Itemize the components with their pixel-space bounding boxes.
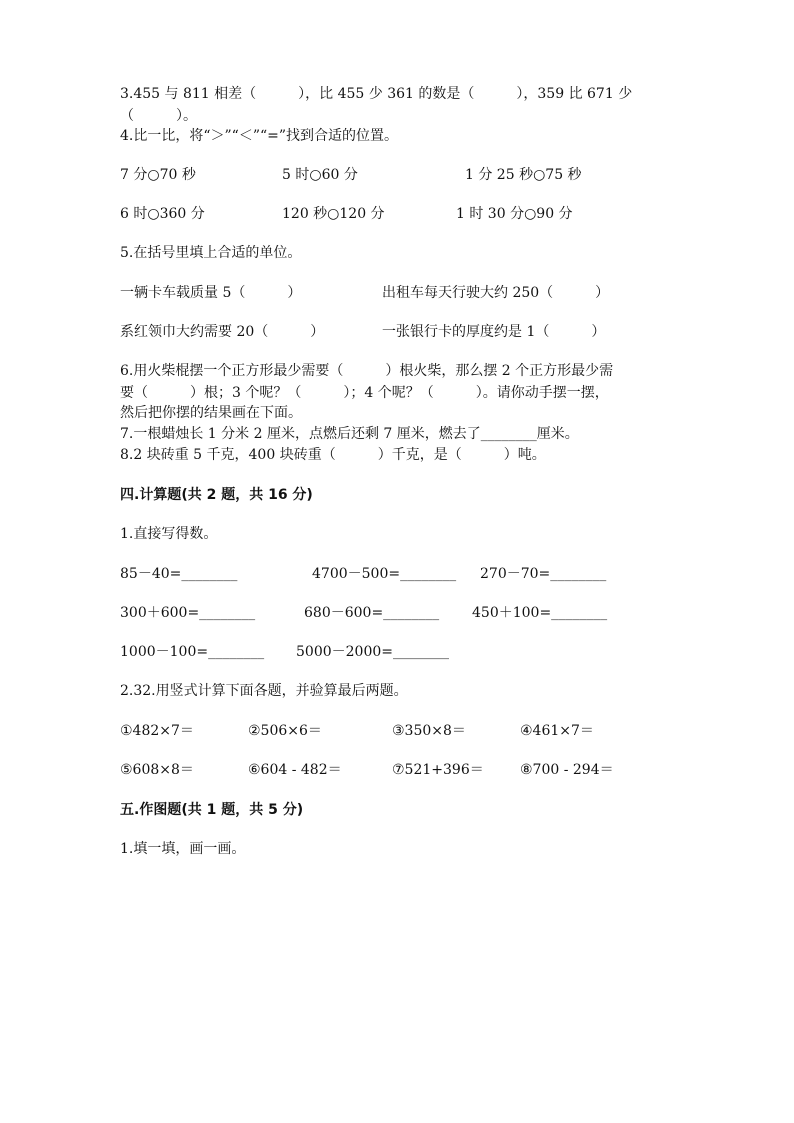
q4-title: 4.比一比，将“＞”“＜”“=”找到合适的位置。 [120, 128, 399, 144]
q5-item-3: 系红领巾大约需要 20（ ） [120, 324, 325, 340]
q3-line-1: 3.455 与 811 相差（ ），比 455 少 361 的数是（ ），359 比 671 少 [120, 86, 633, 102]
q5-item-1: 一辆卡车载质量 5（ ） [120, 285, 302, 301]
q4-compare-3: 1 分 25 秒○75 秒 [465, 167, 582, 183]
q4-compare-2: 5 时○60 分 [282, 167, 358, 183]
q5-item-4: 一张银行卡的厚度约是 1（ ） [382, 324, 606, 340]
calc-4: 300＋600=________ [120, 605, 256, 621]
q4-compare-1: 7 分○70 秒 [120, 167, 196, 183]
calc-1: 85－40=________ [120, 566, 238, 582]
s4-q2-title: 2.32.用竖式计算下面各题，并验算最后两题。 [120, 683, 408, 699]
s4-q1-title: 1.直接写得数。 [120, 526, 218, 542]
q4-compare-6: 1 时 30 分○90 分 [456, 206, 573, 222]
vertical-calc-2: ②506×6＝ [248, 723, 322, 739]
q5-title: 5.在括号里填上合适的单位。 [120, 245, 302, 261]
calc-6: 450＋100=________ [472, 605, 608, 621]
vertical-calc-5: ⑤608×8＝ [120, 762, 194, 778]
calc-7: 1000－100=________ [120, 644, 265, 660]
vertical-calc-7: ⑦521+396＝ [392, 762, 484, 778]
vertical-calc-3: ③350×8＝ [392, 723, 466, 739]
q5-item-2: 出租车每天行驶大约 250（ ） [382, 285, 610, 301]
q6-line-1: 6.用火柴棍摆一个正方形最少需要（ ）根火柴，那么摆 2 个正方形最少需 [120, 363, 614, 379]
calc-3: 270－70=________ [480, 566, 607, 582]
q4-compare-4: 6 时○360 分 [120, 206, 205, 222]
vertical-calc-8: ⑧700 - 294＝ [520, 762, 614, 778]
section-5-heading: 五.作图题(共 1 题，共 5 分) [120, 802, 304, 818]
q8-line: 8.2 块砖重 5 千克，400 块砖重（ ）千克，是（ ）吨。 [120, 447, 546, 463]
q7-line: 7.一根蜡烛长 1 分米 2 厘米，点燃后还剩 7 厘米，燃去了________厘米。 [120, 426, 579, 442]
calc-8: 5000－2000=________ [296, 644, 449, 660]
s5-q1-title: 1.填一填，画一画。 [120, 841, 246, 857]
calc-5: 680－600=________ [304, 605, 440, 621]
q3-line-2: （ ）。 [120, 108, 197, 124]
q6-line-3: 然后把你摆的结果画在下面。 [120, 405, 302, 421]
q4-compare-5: 120 秒○120 分 [282, 206, 385, 222]
vertical-calc-4: ④461×7＝ [520, 723, 594, 739]
calc-2: 4700－500=________ [312, 566, 457, 582]
section-4-heading: 四.计算题(共 2 题，共 16 分) [120, 487, 313, 503]
vertical-calc-6: ⑥604 - 482＝ [248, 762, 342, 778]
vertical-calc-1: ①482×7＝ [120, 723, 194, 739]
q6-line-2: 要（ ）根；3 个呢？（ ）；4 个呢？（ ）。请你动手摆一摆， [120, 385, 609, 401]
